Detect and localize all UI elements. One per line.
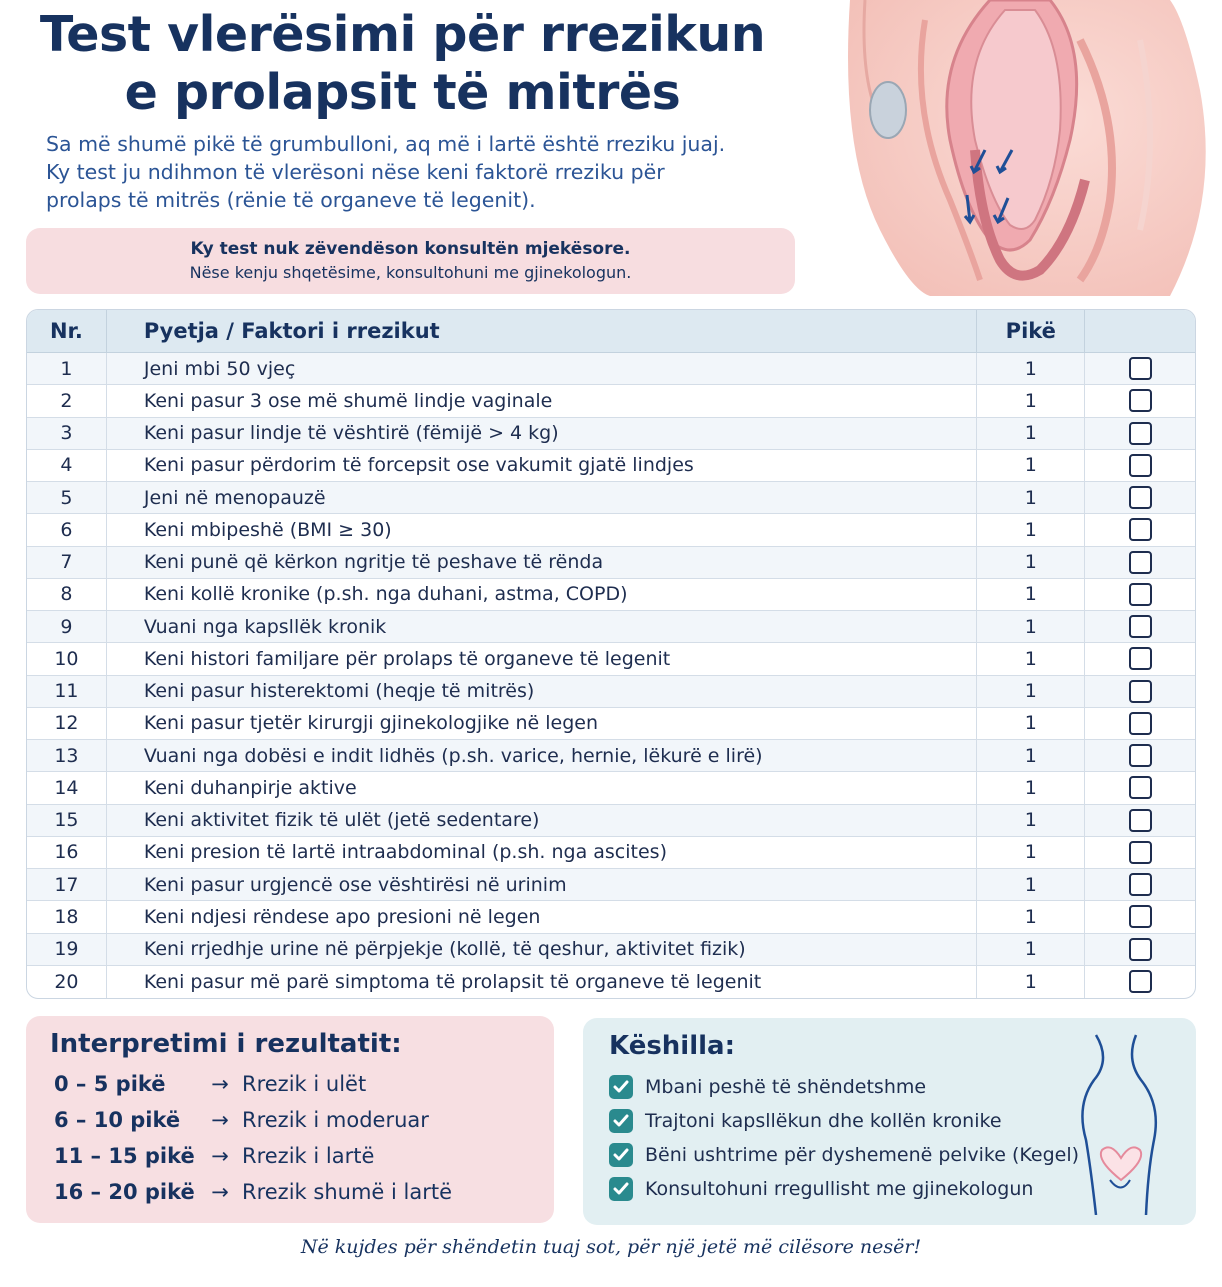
row-points: 1 — [977, 740, 1085, 771]
row-points: 1 — [977, 966, 1085, 998]
row-checkbox-cell — [1085, 938, 1195, 961]
row-number: 3 — [27, 418, 107, 449]
row-question: Keni pasur histerektomi (heqje të mitrës) — [107, 676, 978, 707]
row-checkbox-cell — [1085, 357, 1195, 380]
row-question: Keni aktivitet fizik të ulët (jetë sedentare) — [107, 805, 978, 836]
table-row — [27, 837, 1195, 869]
row-question: Keni punë që kërkon ngritje të peshave të rënda — [107, 547, 978, 578]
header-points: Pikë — [977, 310, 1085, 353]
risk-checkbox[interactable] — [1129, 454, 1152, 477]
tip-text: Mbani peshë të shëndetshme — [645, 1076, 927, 1098]
interpretation-title: Interpretimi i rezultatit: — [50, 1029, 402, 1059]
header-nr: Nr. — [27, 310, 107, 353]
table-row — [27, 482, 1195, 514]
table-row — [27, 385, 1195, 417]
check-icon — [609, 1143, 633, 1167]
arrow-icon: → — [211, 1108, 229, 1132]
arrow-icon: → — [211, 1180, 229, 1204]
risk-checkbox[interactable] — [1129, 422, 1152, 445]
row-question: Keni pasur përdorim të forcepsit ose vakumit gjatë lindjes — [107, 450, 978, 481]
row-question: Keni presion të lartë intraabdominal (p.sh. nga ascites) — [107, 837, 978, 868]
risk-checkbox[interactable] — [1129, 518, 1152, 541]
arrow-icon: → — [211, 1072, 229, 1096]
risk-checkbox[interactable] — [1129, 615, 1152, 638]
score-range: 0 – 5 pikë — [54, 1072, 166, 1096]
row-checkbox-cell — [1085, 454, 1195, 477]
row-question: Keni kollë kronike (p.sh. nga duhani, astma, COPD) — [107, 579, 978, 610]
check-icon — [609, 1075, 633, 1099]
row-number: 18 — [27, 901, 107, 932]
check-icon — [609, 1109, 633, 1133]
disclaimer-line-1: Ky test nuk zëvendëson konsultën mjekësore. — [190, 239, 631, 259]
row-number: 20 — [27, 966, 107, 998]
row-number: 13 — [27, 740, 107, 771]
row-points: 1 — [977, 901, 1085, 932]
row-points: 1 — [977, 708, 1085, 739]
row-number: 17 — [27, 869, 107, 900]
row-points: 1 — [977, 676, 1085, 707]
row-checkbox-cell — [1085, 680, 1195, 703]
row-points: 1 — [977, 418, 1085, 449]
row-question: Keni pasur lindje të vështirë (fëmijë > 4 kg) — [107, 418, 978, 449]
row-question: Keni pasur urgjencë ose vështirësi në urinim — [107, 869, 978, 900]
table-row — [27, 579, 1195, 611]
interpretation-item — [50, 1174, 554, 1210]
intro-line-3: prolaps të mitrës (rënie të organeve të legenit). — [46, 188, 536, 212]
risk-checkbox[interactable] — [1129, 841, 1152, 864]
risk-checkbox[interactable] — [1129, 905, 1152, 928]
table-row — [27, 676, 1195, 708]
row-points: 1 — [977, 482, 1085, 513]
interpretation-list — [50, 1066, 554, 1210]
page-title — [0, 6, 805, 122]
row-number: 4 — [27, 450, 107, 481]
row-question: Keni mbipeshë (BMI ≥ 30) — [107, 514, 978, 545]
medical-disclaimer — [26, 228, 795, 294]
row-checkbox-cell — [1085, 486, 1195, 509]
row-checkbox-cell — [1085, 744, 1195, 767]
row-number: 8 — [27, 579, 107, 610]
row-question: Keni histori familjare për prolaps të organeve të legenit — [107, 643, 978, 674]
row-question: Keni rrjedhje urine në përpjekje (kollë, të qeshur, aktivitet fizik) — [107, 934, 978, 965]
row-checkbox-cell — [1085, 615, 1195, 638]
row-number: 6 — [27, 514, 107, 545]
table-row — [27, 547, 1195, 579]
row-number: 2 — [27, 385, 107, 416]
table-row — [27, 966, 1195, 998]
risk-checkbox[interactable] — [1129, 970, 1152, 993]
row-points: 1 — [977, 772, 1085, 803]
row-points: 1 — [977, 547, 1085, 578]
risk-level: Rrezik i ulët — [242, 1072, 367, 1096]
risk-checkbox[interactable] — [1129, 357, 1152, 380]
row-number: 19 — [27, 934, 107, 965]
row-number: 9 — [27, 611, 107, 642]
risk-checkbox[interactable] — [1129, 647, 1152, 670]
table-header — [27, 310, 1195, 353]
row-checkbox-cell — [1085, 422, 1195, 445]
table-row — [27, 740, 1195, 772]
risk-checkbox[interactable] — [1129, 809, 1152, 832]
table-row — [27, 450, 1195, 482]
row-points: 1 — [977, 869, 1085, 900]
tips-title: Këshilla: — [609, 1031, 735, 1061]
risk-checkbox[interactable] — [1129, 551, 1152, 574]
intro-line-1: Sa më shumë pikë të grumbulloni, aq më i lartë është rreziku juaj. — [46, 132, 726, 156]
row-checkbox-cell — [1085, 647, 1195, 670]
risk-checkbox[interactable] — [1129, 938, 1152, 961]
row-checkbox-cell — [1085, 873, 1195, 896]
row-points: 1 — [977, 450, 1085, 481]
row-points: 1 — [977, 353, 1085, 384]
interpretation-panel — [26, 1016, 554, 1223]
row-points: 1 — [977, 934, 1085, 965]
row-checkbox-cell — [1085, 712, 1195, 735]
row-points: 1 — [977, 611, 1085, 642]
row-number: 10 — [27, 643, 107, 674]
row-points: 1 — [977, 579, 1085, 610]
risk-checkbox[interactable] — [1129, 776, 1152, 799]
row-points: 1 — [977, 514, 1085, 545]
row-checkbox-cell — [1085, 389, 1195, 412]
risk-checkbox[interactable] — [1129, 389, 1152, 412]
header-question: Pyetja / Faktori i rrezikut — [107, 310, 978, 353]
row-checkbox-cell — [1085, 518, 1195, 541]
table-row — [27, 514, 1195, 546]
table-row — [27, 869, 1195, 901]
row-question: Keni ndjesi rëndese apo presioni në legen — [107, 901, 978, 932]
row-points: 1 — [977, 643, 1085, 674]
tip-text: Konsultohuni rregullisht me gjinekologun — [645, 1178, 1034, 1200]
score-range: 11 – 15 pikë — [54, 1144, 195, 1168]
risk-checkbox[interactable] — [1129, 712, 1152, 735]
tip-text: Trajtoni kapsllëkun dhe kollën kronike — [645, 1110, 1002, 1132]
table-row — [27, 611, 1195, 643]
row-number: 12 — [27, 708, 107, 739]
row-points: 1 — [977, 837, 1085, 868]
row-question: Vuani nga kapsllëk kronik — [107, 611, 978, 642]
risk-level: Rrezik i moderuar — [242, 1108, 429, 1132]
title-line-2: e prolapsit të mitrës — [124, 64, 681, 121]
title-line-1: Test vlerësimi për rrezikun — [39, 6, 766, 63]
risk-checkbox[interactable] — [1129, 744, 1152, 767]
row-question: Jeni mbi 50 vjeç — [107, 353, 978, 384]
female-body-outline-icon — [1066, 1030, 1176, 1215]
intro-text — [46, 130, 806, 214]
score-range: 16 – 20 pikë — [54, 1180, 195, 1204]
row-number: 14 — [27, 772, 107, 803]
row-points: 1 — [977, 385, 1085, 416]
row-number: 11 — [27, 676, 107, 707]
risk-checkbox[interactable] — [1129, 873, 1152, 896]
row-question: Keni duhanpirje aktive — [107, 772, 978, 803]
tip-text: Bëni ushtrime për dyshemenë pelvike (Kegel) — [645, 1144, 1080, 1166]
table-body — [27, 353, 1195, 998]
table-row — [27, 418, 1195, 450]
row-points: 1 — [977, 805, 1085, 836]
row-question: Keni pasur më parë simptoma të prolapsit të organeve të legenit — [107, 966, 978, 998]
check-icon — [609, 1177, 633, 1201]
table-row — [27, 901, 1195, 933]
table-row — [27, 934, 1195, 966]
row-number: 1 — [27, 353, 107, 384]
row-number: 16 — [27, 837, 107, 868]
risk-checkbox[interactable] — [1129, 486, 1152, 509]
interpretation-item — [50, 1066, 554, 1102]
row-checkbox-cell — [1085, 583, 1195, 606]
table-row — [27, 772, 1195, 804]
row-number: 7 — [27, 547, 107, 578]
row-question: Keni pasur 3 ose më shumë lindje vaginale — [107, 385, 978, 416]
row-checkbox-cell — [1085, 809, 1195, 832]
risk-checkbox[interactable] — [1129, 583, 1152, 606]
row-number: 15 — [27, 805, 107, 836]
row-question: Vuani nga dobësi e indit lidhës (p.sh. varice, hernie, lëkurë e lirë) — [107, 740, 978, 771]
row-checkbox-cell — [1085, 905, 1195, 928]
pelvic-anatomy-illustration — [840, 0, 1222, 296]
tips-panel — [583, 1018, 1196, 1225]
row-question: Jeni në menopauzë — [107, 482, 978, 513]
row-checkbox-cell — [1085, 970, 1195, 993]
row-checkbox-cell — [1085, 551, 1195, 574]
row-question: Keni pasur tjetër kirurgji gjinekologjike në legen — [107, 708, 978, 739]
arrow-icon: → — [211, 1144, 229, 1168]
row-checkbox-cell — [1085, 776, 1195, 799]
risk-factor-table — [26, 309, 1196, 999]
table-row — [27, 708, 1195, 740]
interpretation-item — [50, 1102, 554, 1138]
row-number: 5 — [27, 482, 107, 513]
interpretation-item — [50, 1138, 554, 1174]
risk-checkbox[interactable] — [1129, 680, 1152, 703]
row-checkbox-cell — [1085, 841, 1195, 864]
risk-level: Rrezik i lartë — [242, 1144, 375, 1168]
risk-level: Rrezik shumë i lartë — [242, 1180, 452, 1204]
disclaimer-line-2: Nëse kenju shqetësime, konsultohuni me gjinekologun. — [189, 263, 632, 282]
table-row — [27, 643, 1195, 675]
intro-line-2: Ky test ju ndihmon të vlerësoni nëse keni faktorë rreziku për — [46, 160, 665, 184]
score-range: 6 – 10 pikë — [54, 1108, 181, 1132]
footer-slogan: Në kujdes për shëndetin tuaj sot, për një jetë më cilësore nesër! — [300, 1236, 922, 1258]
table-row — [27, 805, 1195, 837]
table-row — [27, 353, 1195, 385]
